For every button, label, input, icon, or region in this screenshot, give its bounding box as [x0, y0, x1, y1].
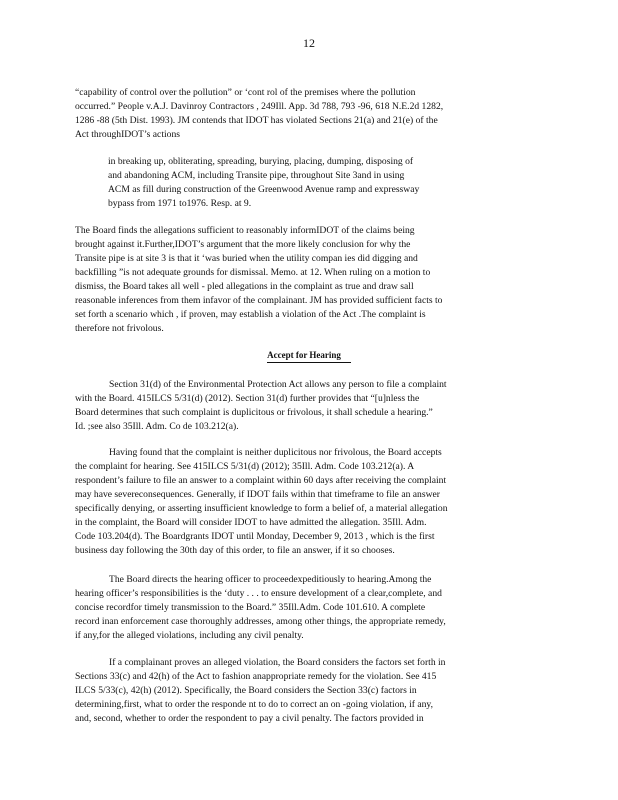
text-line: reasonable inferences from them infavor of the complainant. JM has provided sufficient facts to [75, 295, 443, 306]
text-line: the complaint for hearing. See 415ILCS 5/31(d) (2012); 35Ill. Adm. Code 103.212(a). A [75, 461, 415, 472]
text-line: record inan enforcement case thoroughly addresses, among other things, the appropriate remedy, [75, 616, 446, 627]
text-line: ILCS 5/33(c), 42(h) (2012). Specifically, the Board considers the Section 33(c) factors in [75, 685, 417, 696]
text-line: specifically denying, or asserting insufficient knowledge to form a belief of, a material allegation [75, 503, 448, 514]
text-line: with the Board. 415ILCS 5/31(d) (2012). Section 31(d) further provides that “[u]nless the [75, 393, 420, 404]
text-line: occurred.” People v.A.J. Davinroy Contractors , 249Ill. App. 3d 788, 793 -96, 618 N.E.2d 1282, [75, 101, 444, 112]
text-line: Sections 33(c) and 42(h) of the Act to fashion anappropriate remedy for the violation. See 415 [75, 671, 437, 682]
text-line: The Board finds the allegations sufficient to reasonably informIDOT of the claims being [75, 225, 415, 236]
block-quote [108, 155, 492, 211]
paragraph-capability [75, 86, 533, 142]
text-line: The Board directs the hearing officer to proceedexpeditiously to hearing.Among the [109, 574, 432, 585]
text-line: set forth a scenario which , if proven, may establish a violation of the Act .The complaint is [75, 309, 426, 320]
text-line: Having found that the complaint is neither duplicitous nor frivolous, the Board accepts [109, 447, 442, 458]
text-line: may have severeconsequences. Generally, if IDOT fails within that timeframe to file an answer [75, 489, 440, 500]
text-line: concise recordfor timely transmission to the Board.” 35Ill.Adm. Code 101.610. A complete [75, 602, 426, 613]
text-line: Board determines that such complaint is duplicitous or frivolous, it shall schedule a hearing.” [75, 407, 433, 418]
text-line: therefore not frivolous. [75, 323, 164, 334]
text-line: 1286 -88 (5th Dist. 1993). JM contends that IDOT has violated Sections 21(a) and 21(e) of the [75, 115, 438, 126]
paragraph-section-31d [75, 378, 533, 434]
quote-line: bypass from 1971 to1976. Resp. at 9. [108, 198, 252, 209]
text-line: Code 103.204(d). The Boardgrants IDOT until Monday, December 9, 2013 , which is the first [75, 531, 435, 542]
text-line: brought against it.Further,IDOT’s argument that the more likely conclusion for why the [75, 239, 411, 250]
text-line: dismiss, the Board takes all well - pled allegations in the complaint as true and draw sall [75, 281, 414, 292]
text-line: business day following the 30th day of this order, to file an answer, if it so chooses. [75, 545, 395, 556]
paragraph-hearing-officer [75, 573, 533, 643]
text-line: Section 31(d) of the Environmental Protection Act allows any person to file a complaint [109, 379, 447, 390]
text-line: If a complainant proves an alleged violation, the Board considers the factors set forth in [109, 657, 446, 668]
quote-line: in breaking up, obliterating, spreading, burying, placing, dumping, disposing of [108, 156, 414, 167]
paragraph-remedy-factors [75, 656, 533, 726]
text-line: Id. ;see also 35Ill. Adm. Co de 103.212(a). [75, 421, 239, 432]
section-heading-text: Accept for Hearing [267, 350, 351, 363]
quote-line: and abandoning ACM, including Transite pipe, throughout Site 3and in using [108, 170, 405, 181]
text-line: and, second, whether to order the respondent to pay a civil penalty. The factors provided in [75, 713, 424, 724]
text-line: if any,for the alleged violations, including any civil penalty. [75, 630, 304, 641]
page-number: 12 [303, 36, 315, 50]
text-line: backfilling ”is not adequate grounds for dismissal. Memo. at 12. When ruling on a motion to [75, 267, 431, 278]
text-line: in the complaint, the Board will consider IDOT to have admitted the allegation. 35Ill. Adm. [75, 517, 427, 528]
text-line: respondent’s failure to file an answer to a complaint within 60 days after receiving the complaint [75, 475, 447, 486]
quote-line: ACM as fill during construction of the Greenwood Avenue ramp and expressway [108, 184, 420, 195]
paragraph-board-finds [75, 224, 533, 336]
text-line: Act throughIDOT’s actions [75, 129, 180, 140]
text-line: “capability of control over the pollution” or ‘cont rol of the premises where the pollution [75, 87, 416, 98]
paragraph-accepts-hearing [75, 446, 533, 558]
text-line: determining,first, what to order the responde nt to do to correct an on -going violation, if any, [75, 699, 433, 710]
section-heading [0, 350, 618, 363]
text-line: Transite pipe is at site 3 is that it ‘was buried when the utility compan ies did digging and [75, 253, 418, 264]
text-line: hearing officer’s responsibilities is the ‘duty . . . to ensure development of a clear,complete, and [75, 588, 442, 599]
